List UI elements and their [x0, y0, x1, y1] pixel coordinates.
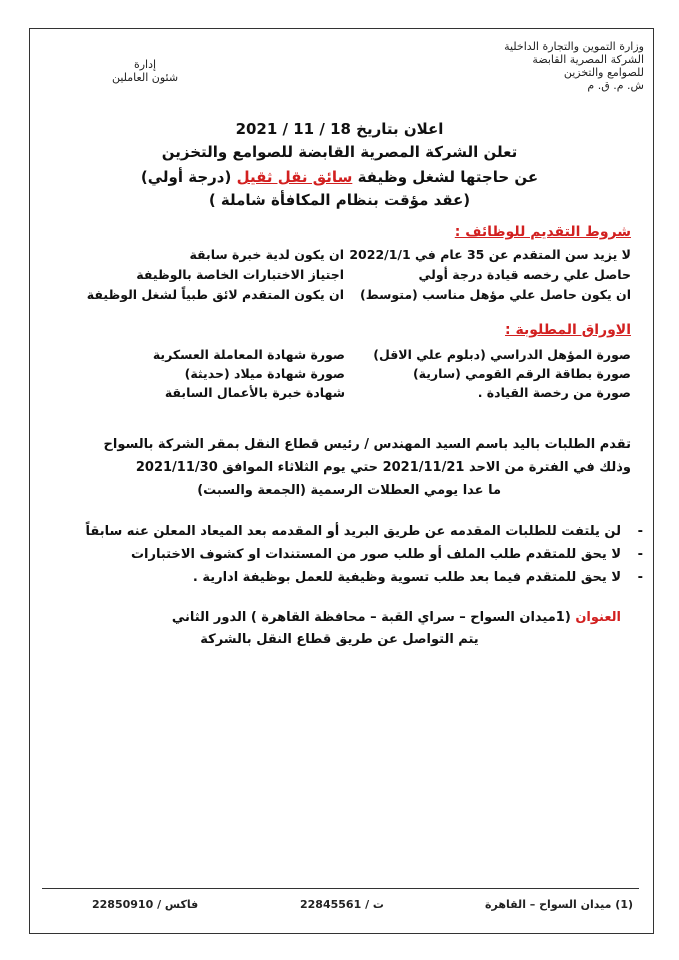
footer-address: (1) ميدان السواح – القاهرة — [485, 898, 633, 911]
conditions-heading: شروط التقديم للوظائف : — [454, 224, 631, 240]
footer-phone: ت / 22845561 — [300, 898, 384, 911]
condition-item: حاصل علي رخصه قيادة درجة أولي — [418, 267, 631, 282]
documents-right-list — [373, 345, 631, 402]
condition-item: لا يزيد سن المتقدم عن 35 عام في 2022/1/1 — [349, 247, 631, 262]
condition-item: اجتياز الاختبارات الخاصة بالوظيفة — [136, 267, 344, 282]
header-line: الشركة المصرية القابضة — [532, 53, 644, 66]
submission-line-2: وذلك في الفترة من الاحد 2021/11/21 حتي يوم الثلاثاء الموافق 2021/11/30 — [135, 460, 631, 475]
header-line: شئون العاملين — [111, 71, 179, 84]
note-item: - لا يحق للمتقدم فيما بعد طلب تسوية وظيفية للعمل بوظيفة ادارية . — [85, 566, 621, 589]
conditions-right-list — [349, 245, 631, 305]
header-line: إدارة — [133, 58, 157, 71]
address-text: (1ميدان السواح – سراي القبة – محافظة القاهرة ) الدور الثاني — [171, 610, 571, 625]
condition-item: ان يكون المتقدم لائق طبياً لشغل الوظيفة — [86, 287, 344, 302]
footer-fax: فاكس / 22850910 — [92, 898, 199, 911]
address-line — [172, 610, 621, 625]
condition-item: ان يكون لدية خبرة سابقة — [189, 247, 344, 262]
contact-line: يتم التواصل عن طريق قطاع النقل بالشركة — [200, 632, 479, 647]
ministry-header — [504, 40, 644, 92]
notes-list — [85, 520, 621, 589]
header-line: للصوامع والتخزين — [563, 66, 644, 79]
header-line: وزارة التموين والتجارة الداخلية — [504, 40, 644, 53]
condition-item: ان يكون حاصل علي مؤهل مناسب (متوسط) — [359, 287, 631, 302]
document-item: صورة بطاقة الرقم القومي (سارية) — [412, 366, 631, 381]
submission-line-1: تقدم الطلبات باليد باسم السيد المهندس / رئيس قطاع النقل بمقر الشركة بالسواح — [103, 437, 631, 452]
documents-heading: الاوراق المطلوبة : — [505, 322, 631, 338]
announcement-line-1: تعلن الشركة المصرية القابضة للصوامع والتخزين — [161, 143, 518, 161]
document-item: صورة من رخصة القيادة . — [477, 385, 631, 400]
announcement-line-2 — [0, 168, 679, 186]
submission-line-3: ما عدا يومي العطلات الرسمية (الجمعة والسبت) — [197, 483, 501, 498]
conditions-left-list — [86, 245, 344, 305]
document-item: صورة المؤهل الدراسي (دبلوم علي الاقل) — [373, 347, 631, 362]
address-label: العنوان — [575, 610, 621, 625]
document-item: صورة شهادة المعاملة العسكرية — [152, 347, 345, 362]
announcement-date: اعلان بتاريخ 18 / 11 / 2021 — [235, 120, 444, 138]
document-item: صورة شهادة ميلاد (حديثة) — [184, 366, 345, 381]
announcement-line-3: (عقد مؤقت بنظام المكافأة شاملة ) — [208, 191, 471, 209]
header-line: ش. م. ق. م — [587, 79, 644, 92]
note-item: - لا يحق للمتقدم طلب الملف أو طلب صور من المستندات او كشوف الاختبارات — [85, 543, 621, 566]
department-header — [100, 58, 190, 84]
line-prefix: عن حاجتها لشغل وظيفة — [357, 168, 539, 186]
document-item: شهادة خبرة بالأعمال السابقة — [164, 385, 345, 400]
documents-left-list — [152, 345, 345, 402]
footer-divider — [42, 888, 639, 889]
page-border — [29, 28, 654, 934]
note-item: - لن يلتفت للطلبات المقدمه عن طريق البريد أو المقدمه بعد الميعاد المعلن عنه سابقاً — [85, 520, 621, 543]
line-suffix: (درجة أولي) — [140, 168, 232, 186]
job-title-highlight: سائق نقل ثقيل — [236, 168, 353, 186]
